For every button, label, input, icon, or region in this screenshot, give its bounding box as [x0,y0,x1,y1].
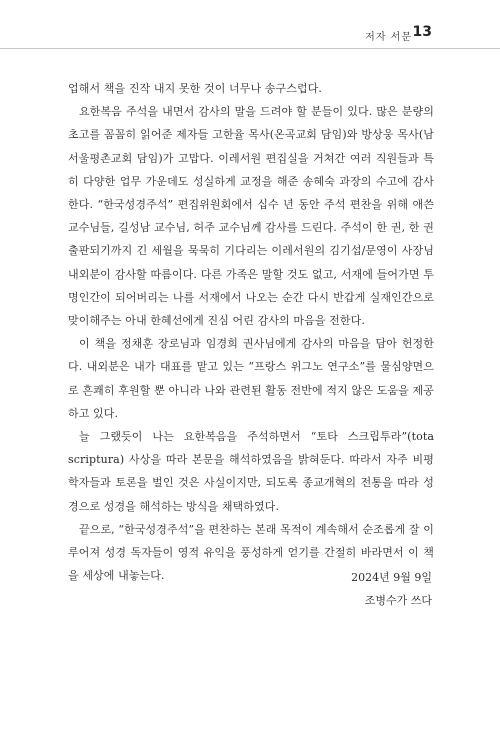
preface-body [68,77,434,587]
signoff-date: 2024년 9월 9일 [351,571,432,584]
paragraph-method: 늘 그랬듯이 나는 요한복음을 주석하면서 “토타 스크립투라”(tota scriptura) 사상을 따라 본문을 해석하였음을 밝혀둔다. 따라서 자주 비평학자들과 토론을 벌인 것은 사실이지만, 되도록 종교개혁의 전통을 따라 성경으로 성경을 해석하는 방식을 채택하였다. [68,430,434,513]
paragraph-continuation: 업해서 책을 진작 내지 못한 것이 너무나 송구스럽다. [68,82,323,95]
signoff [351,566,432,612]
paragraph-dedication: 이 책을 정채훈 장로님과 임경희 권사님에게 감사의 마음을 담아 헌정한다. 내외분은 내가 대표를 맡고 있는 “프랑스 위그노 연구소”를 물심양면으로 흔쾌히 후원할 뿐 아니라 나와 관련된 활동 전반에 적지 않은 도움을 제공하고 있다. [68,337,434,420]
page-number: 13 [412,24,432,40]
signoff-author: 조병수가 쓰다 [364,594,432,607]
paragraph-closing: 끝으로, “한국성경주석”을 편찬하는 본래 목적이 계속해서 순조롭게 잘 이루어져 성경 독자들이 영적 유익을 풍성하게 얻기를 간절히 바라면서 이 책을 세상에 내놓는다. [68,522,434,583]
header-rule [0,48,500,49]
running-head: 저자 서문 [365,32,412,43]
paragraph-acknowledgements: 요한복음 주석을 내면서 감사의 말을 드려야 할 분들이 있다. 많은 분량의 초고를 꼼꼼히 읽어준 제자들 고한율 목사(온곡교회 담임)와 방상웅 목사(남서울평촌교회 담임)가 고맙다. 이레서원 편집실을 거쳐간 여러 직원들과 특히 다양한 업무 가운데도 성실하게 교정을 해준 송혜숙 과장의 수고에 감사한다. “한국성경주석” 편집위원회에서 십수 년 동안 주석 편찬을 위해 애쓴 교수님들, 길성남 교수님, 허주 교수님께 감사를 드린다. 주석이 한 권, 한 권 출판되기까지 긴 세월을 묵묵히 기다리는 이레서원의 김기섭/문영이 사장님 내외분이 감사할 따름이다. 다른 가족은 말할 것도 없고, 서재에 들어가면 투명인간이 되어버리는 나를 서재에서 나오는 순간 다시 반갑게 실재인간으로 맞이해주는 아내 한혜선에게 진심 어린 감사의 마음을 전한다. [68,105,434,328]
page-header [0,0,500,52]
